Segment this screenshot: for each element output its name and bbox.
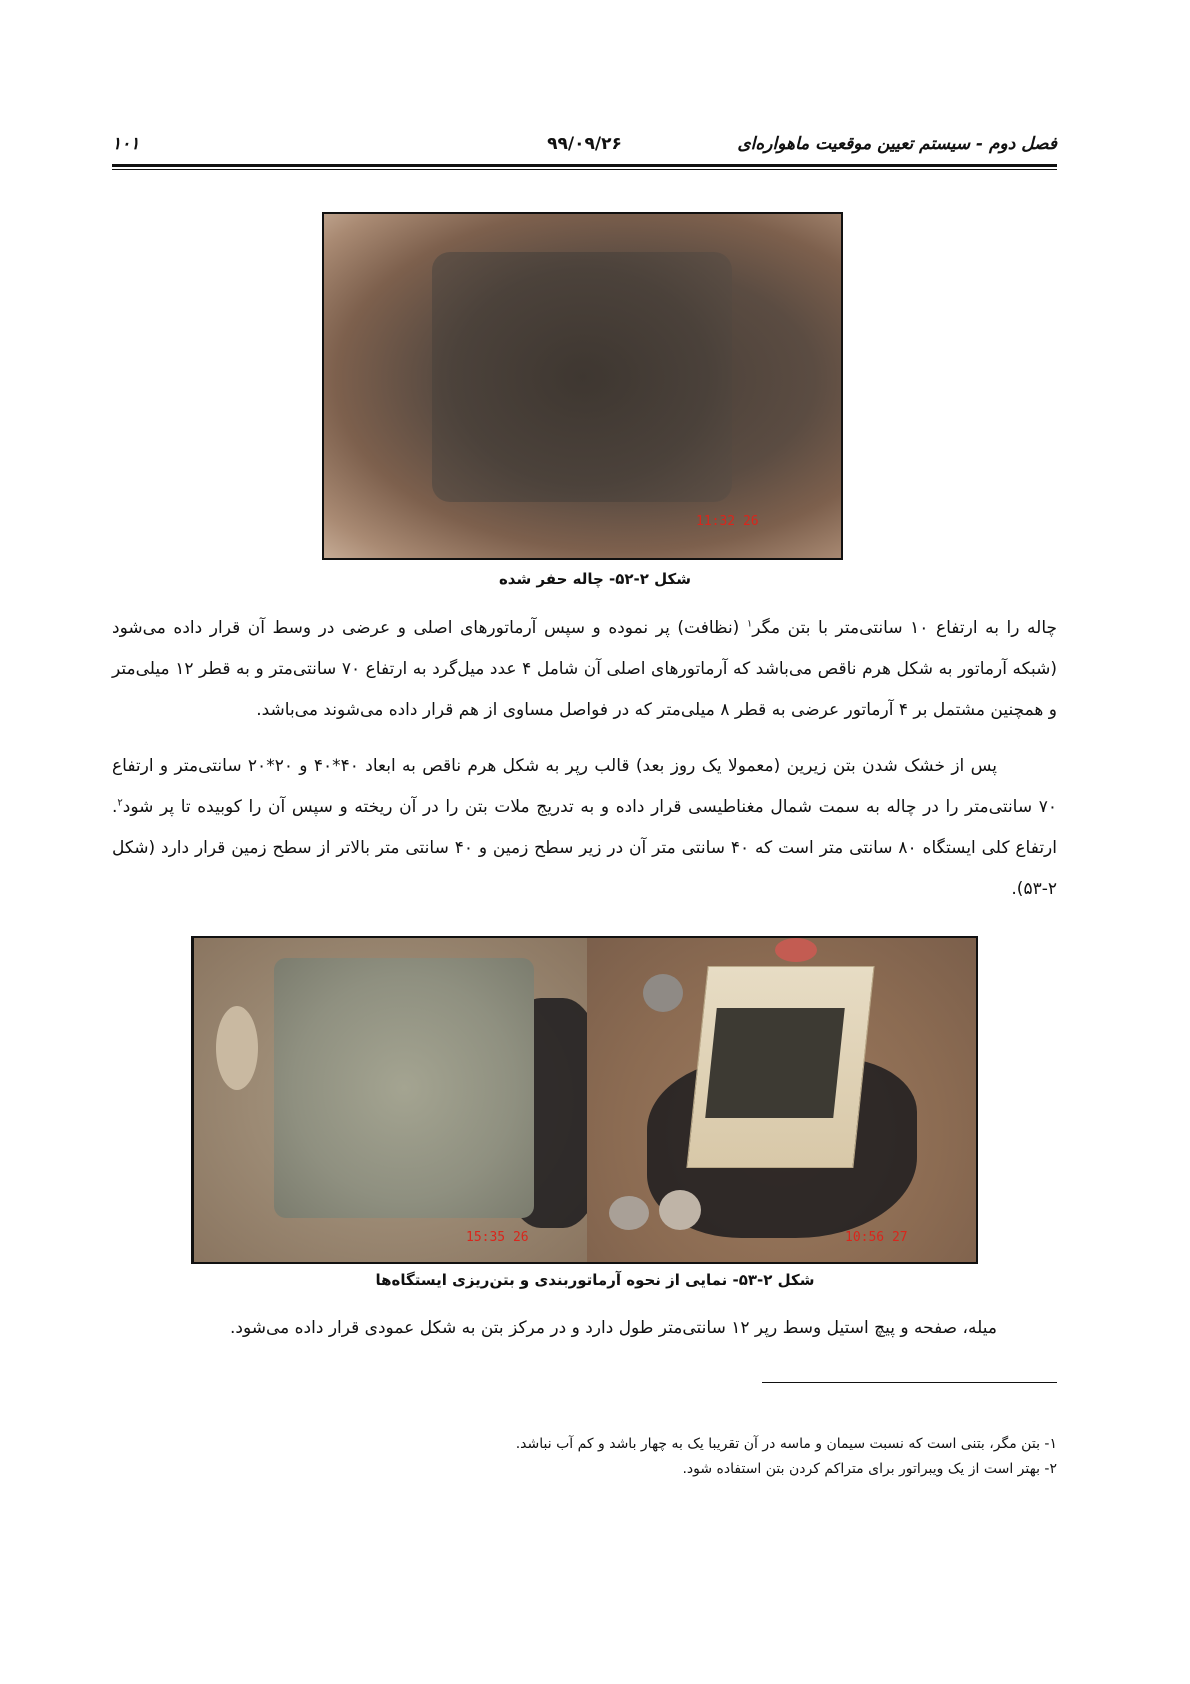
paragraph-2-text-b: . ارتفاع کلی ایستگاه ۸۰ سانتی متر است که ۴۰ سانتی متر آن در زیر سطح زمین و ۴۰ سانتی متر بالاتر از سطح زمین قرار دارد (شکل ۲-۵۳).: [112, 797, 1057, 899]
footnote-ref-2[interactable]: ۲: [117, 797, 123, 809]
paragraph-2: [112, 746, 1057, 910]
rock: [775, 938, 817, 962]
paragraph-1: [112, 608, 1057, 731]
rock: [659, 1190, 701, 1230]
footnote-ref-1[interactable]: ۱: [746, 618, 753, 630]
figure-52-dug-pit-photo: [322, 212, 843, 560]
figure-53-caption: شکل ۲-۵۳- نمایی از نحوه آرماتوربندی و بتن‌ریزی ایستگاه‌ها: [375, 1271, 815, 1289]
photo-timestamp: 26 11:32: [696, 514, 759, 529]
footnote-separator: [762, 1382, 1057, 1383]
footnote-2: ۲- بهتر است از یک ویبراتور برای متراکم کردن بتن استفاده شود.: [682, 1461, 1057, 1477]
page-number: ۱۰۱: [112, 134, 140, 154]
rock: [216, 1006, 258, 1090]
photo-timestamp-left: 27 10:56: [845, 1230, 908, 1245]
chapter-title: فصل دوم - سیستم تعیین موقعیت ماهواره‌ای: [737, 134, 1057, 154]
paragraph-3: [112, 1308, 1057, 1349]
rebar-cage: [705, 1008, 845, 1118]
photo-timestamp-right: 26 15:35: [466, 1230, 529, 1245]
rock: [643, 974, 683, 1012]
concrete-pour-photo: [194, 938, 587, 1262]
paragraph-3-text: میله، صفحه و پیچ استیل وسط رپر ۱۲ سانتی‌متر طول دارد و در مرکز بتن به شکل عمودی قرار داده می‌شود.: [229, 1318, 997, 1338]
figure-53-photos: [191, 936, 978, 1264]
rock: [609, 1196, 649, 1230]
rebar-formwork-photo: [587, 938, 976, 1262]
figure-52-caption: شکل ۲-۵۲- چاله حفر شده: [498, 570, 692, 588]
paragraph-1-text-a: چاله را به ارتفاع ۱۰ سانتی‌متر با بتن مگر: [752, 618, 1058, 638]
header-rule-thick: [112, 164, 1057, 167]
wet-concrete-slab: [274, 958, 534, 1218]
header-date: ۹۹/۰۹/۲۶: [547, 134, 622, 154]
pit-floor: [432, 252, 732, 502]
header-rule-thin: [112, 169, 1057, 170]
paragraph-2-text-a: پس از خشک شدن بتن زیرین (معمولا یک روز بعد) قالب رپر به شکل هرم ناقص به ابعاد ۴۰*۴۰ و ۲۰*۲۰ سانتی‌متر و ارتفاع ۷۰ سانتی‌متر را در چاله به سمت شمال مغناطیسی قرار داده و به تدریج ملات بتن را در آن ریخته و سپس آن را کوبیده تا پر شود: [112, 756, 1057, 817]
footnotes-list: [112, 1432, 1057, 1482]
footnote-1: ۱- بتن مگر، بتنی است که نسبت سیمان و ماسه در آن تقریبا یک به چهار باشد و کم آب نباشد.: [515, 1436, 1057, 1452]
paragraph-1-text-b: (نظافت) پر نموده و سپس آرماتورهای اصلی و عرضی در وسط آن قرار داده می‌شود (شبکه آرماتور به شکل هرم ناقص می‌باشد که آرماتورهای اصلی آن شامل ۴ عدد میل‌گرد به ارتفاع ۷۰ سانتی‌متر و به قطر ۱۲ میلی‌متر و همچنین مشتمل بر ۴ آرماتور عرضی به قطر ۸ میلی‌متر که در فواصل مساوی از هم قرار داده می‌شوند می‌باشد.: [112, 618, 1057, 720]
page-header: [112, 124, 1057, 154]
